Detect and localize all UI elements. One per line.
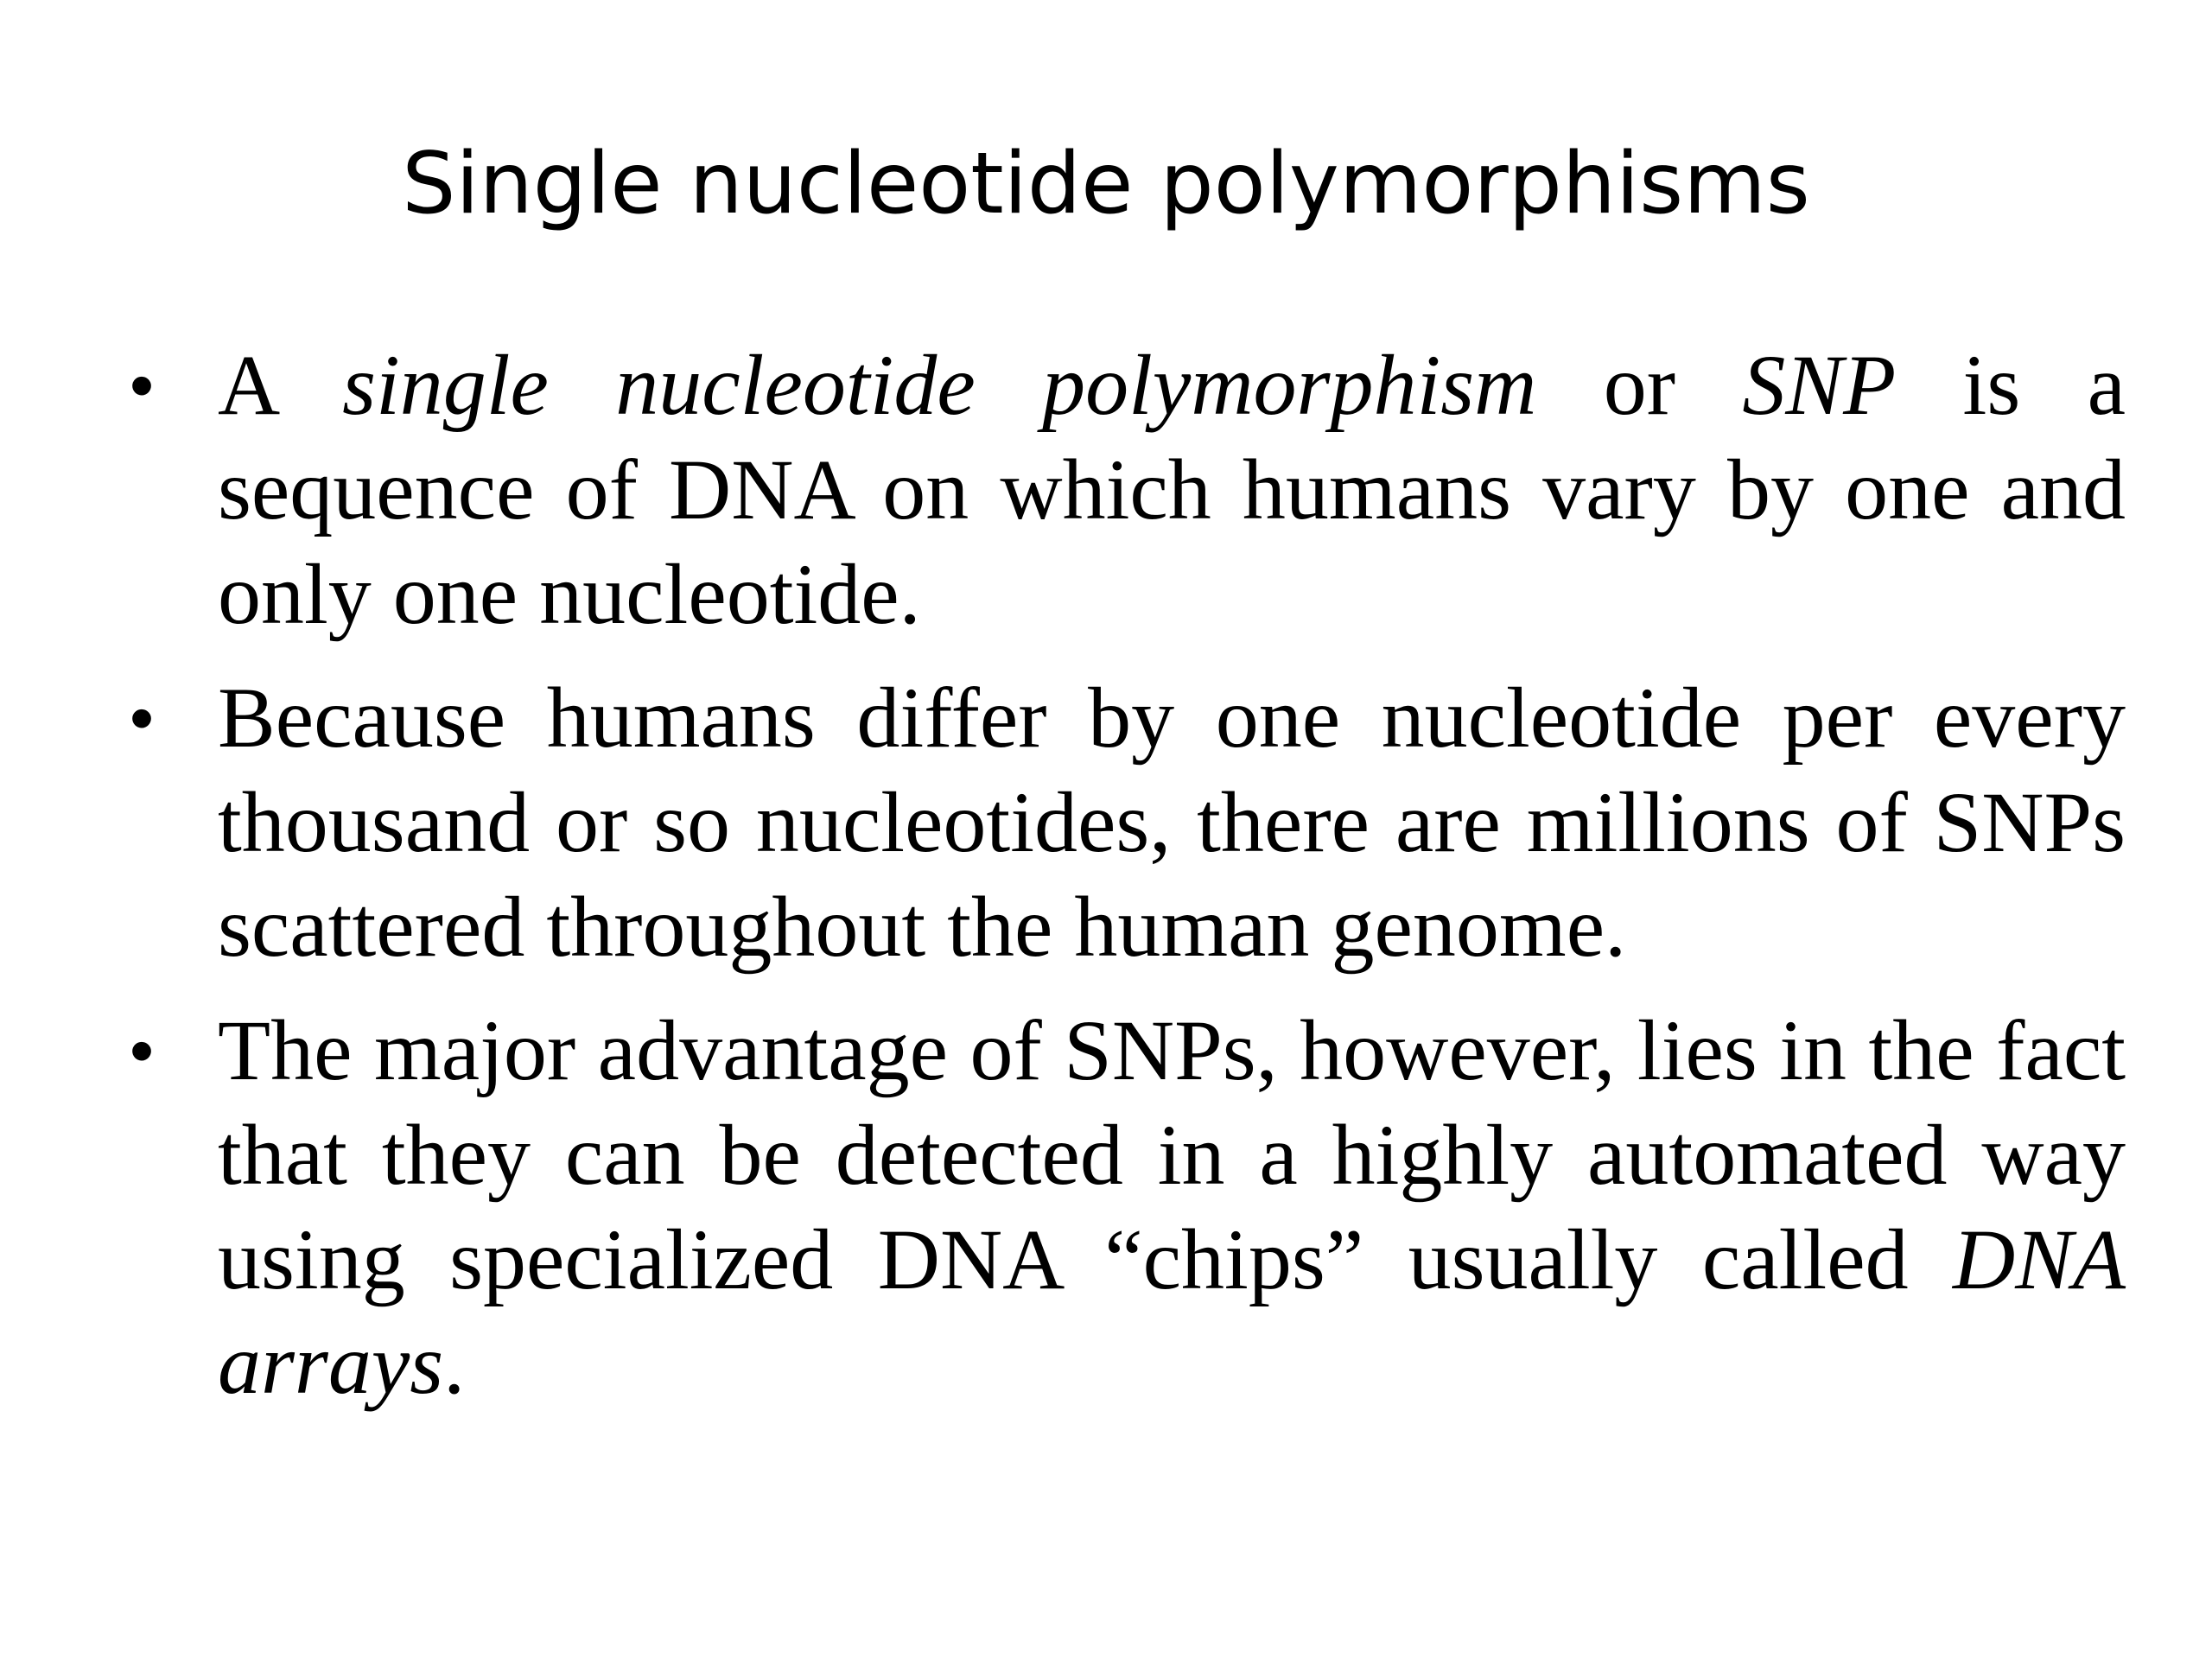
text-segment: . <box>443 1316 466 1412</box>
bullet-dot-icon: • <box>130 1012 155 1089</box>
bullet-dot-icon: • <box>130 679 155 756</box>
term-dna-arrays: DNA arrays <box>218 1211 2126 1412</box>
bullet-text <box>218 665 2126 979</box>
term-snp-abbrev: SNP <box>1742 337 1897 433</box>
text-segment: Because humans differ by one nucleotide per every thousand or so nucleotides, there are millions of SNPs scattered throughout the human genome. <box>218 670 2126 975</box>
bullet-dot-icon: • <box>130 346 155 423</box>
bullet-item <box>130 665 2126 979</box>
term-snp-full: single nucleotide polymorphism <box>342 337 1537 433</box>
bullet-list <box>130 333 2126 1435</box>
text-segment: or <box>1536 337 1743 433</box>
bullet-item <box>130 333 2126 646</box>
bullet-text <box>218 333 2126 646</box>
text-segment: A <box>218 337 343 433</box>
slide-title: Single nucleotide polymorphisms <box>402 135 1810 233</box>
text-segment: The major advantage of SNPs, however, lies in the fact that they can be detected in a highly automated way using specialized DNA “chips” usually called <box>218 1002 2126 1307</box>
bullet-text <box>218 998 2126 1416</box>
text-segment: is a sequence of DNA on which humans vary by one and only one nucleotide. <box>218 337 2126 642</box>
bullet-item <box>130 998 2126 1416</box>
